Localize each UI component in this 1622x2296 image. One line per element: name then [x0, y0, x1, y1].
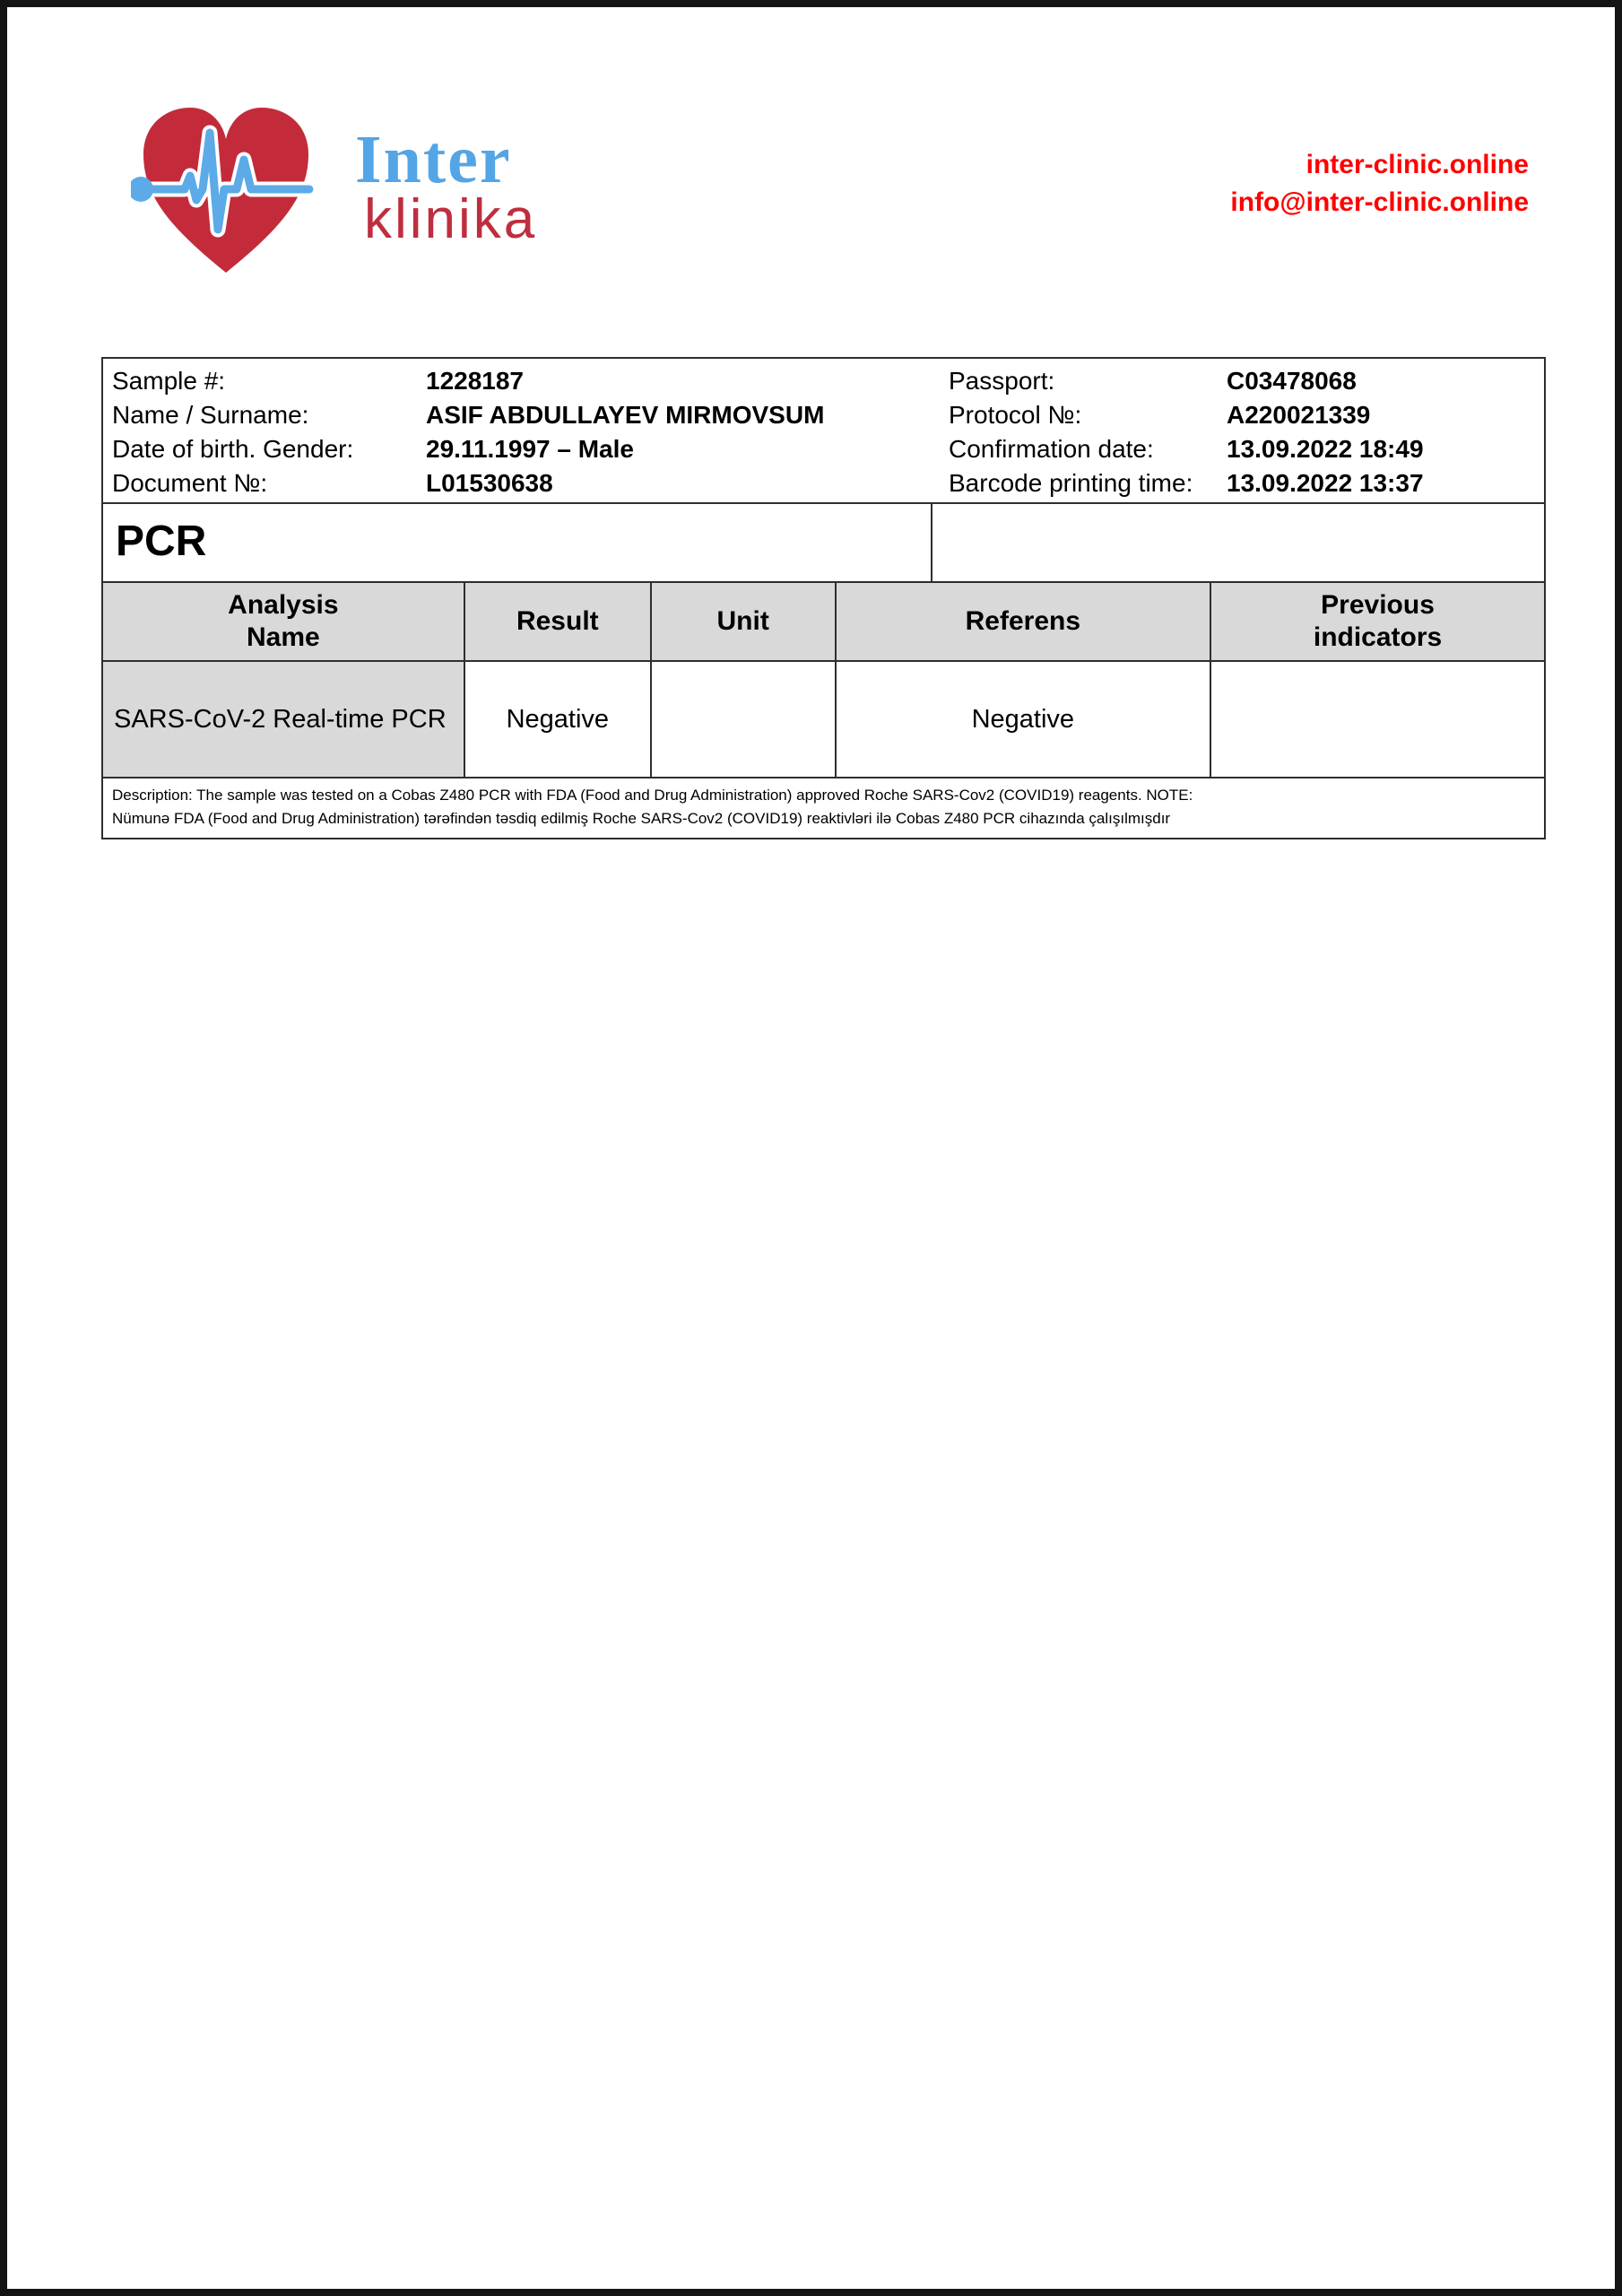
info-label: Protocol №:	[949, 401, 1082, 429]
patient-info-section	[103, 359, 1544, 504]
description-line-1: Description: The sample was tested on a Cobas Z480 PCR with FDA (Food and Drug Administration) approved Roche SARS-Cov2 (COVID19) reagents. NOTE:	[112, 787, 1193, 804]
info-label: Passport:	[949, 367, 1055, 395]
info-label: Confirmation date:	[949, 435, 1154, 463]
previous-indicators-cell	[1210, 662, 1544, 777]
info-row-birth-gender	[112, 432, 941, 466]
info-row-passport	[949, 364, 1544, 398]
info-label: Date of birth. Gender:	[112, 435, 354, 463]
info-label: Name / Surname:	[112, 401, 309, 429]
column-header-referens: Referens	[835, 583, 1210, 660]
column-header-previous: Previous indicators	[1210, 583, 1544, 660]
pcr-row-divider	[931, 504, 932, 581]
info-row-document	[112, 466, 941, 500]
column-header-unit: Unit	[650, 583, 835, 660]
info-value: 1228187	[426, 367, 525, 395]
column-header-result: Result	[464, 583, 650, 660]
info-value: 13.09.2022 18:49	[1227, 435, 1424, 463]
info-value: A220021339	[1227, 401, 1371, 429]
info-row-sample	[112, 364, 941, 398]
pcr-section-row	[103, 504, 1544, 583]
contact-website: inter-clinic.online	[1305, 150, 1529, 179]
info-row-confirmation	[949, 432, 1544, 466]
description-line-2: Nümunə FDA (Food and Drug Administration) tərəfindən təsdiq edilmiş Roche SARS-Cov2 (COVID19) reaktivləri ilə Cobas Z480 PCR cihazında çalışılmışdır	[112, 810, 1171, 827]
clinic-logo	[131, 93, 633, 291]
info-value: L01530638	[426, 469, 553, 497]
pcr-section-title: PCR	[116, 517, 207, 565]
info-value: C03478068	[1227, 367, 1357, 395]
patient-info-left	[103, 364, 941, 502]
result-row	[103, 662, 1544, 778]
results-header-row	[103, 583, 1544, 662]
column-header-analysis: Analysis Name	[228, 590, 339, 652]
info-label: Document №:	[112, 469, 268, 497]
info-label: Barcode printing time:	[949, 469, 1193, 497]
description-section	[103, 778, 1544, 838]
brand-name-inter: Inter	[355, 122, 512, 197]
brand-name-klinika: klinika	[364, 188, 538, 250]
analysis-name-cell: SARS-CoV-2 Real-time PCR	[103, 662, 464, 777]
heart-ekg-icon	[131, 99, 321, 280]
result-cell: Negative	[464, 662, 650, 777]
info-value: 13.09.2022 13:37	[1227, 469, 1424, 497]
info-value: 29.11.1997 – Male	[426, 435, 634, 463]
referens-cell: Negative	[835, 662, 1210, 777]
info-row-barcode-time	[949, 466, 1544, 500]
info-value: ASIF ABDULLAYEV MIRMOVSUM	[426, 401, 825, 429]
info-row-protocol	[949, 398, 1544, 432]
info-row-name	[112, 398, 941, 432]
unit-cell	[650, 662, 835, 777]
contact-block	[1230, 146, 1529, 222]
patient-info-right	[941, 364, 1544, 502]
report-table	[101, 357, 1546, 839]
contact-email: info@inter-clinic.online	[1230, 187, 1529, 217]
info-label: Sample #:	[112, 367, 226, 395]
